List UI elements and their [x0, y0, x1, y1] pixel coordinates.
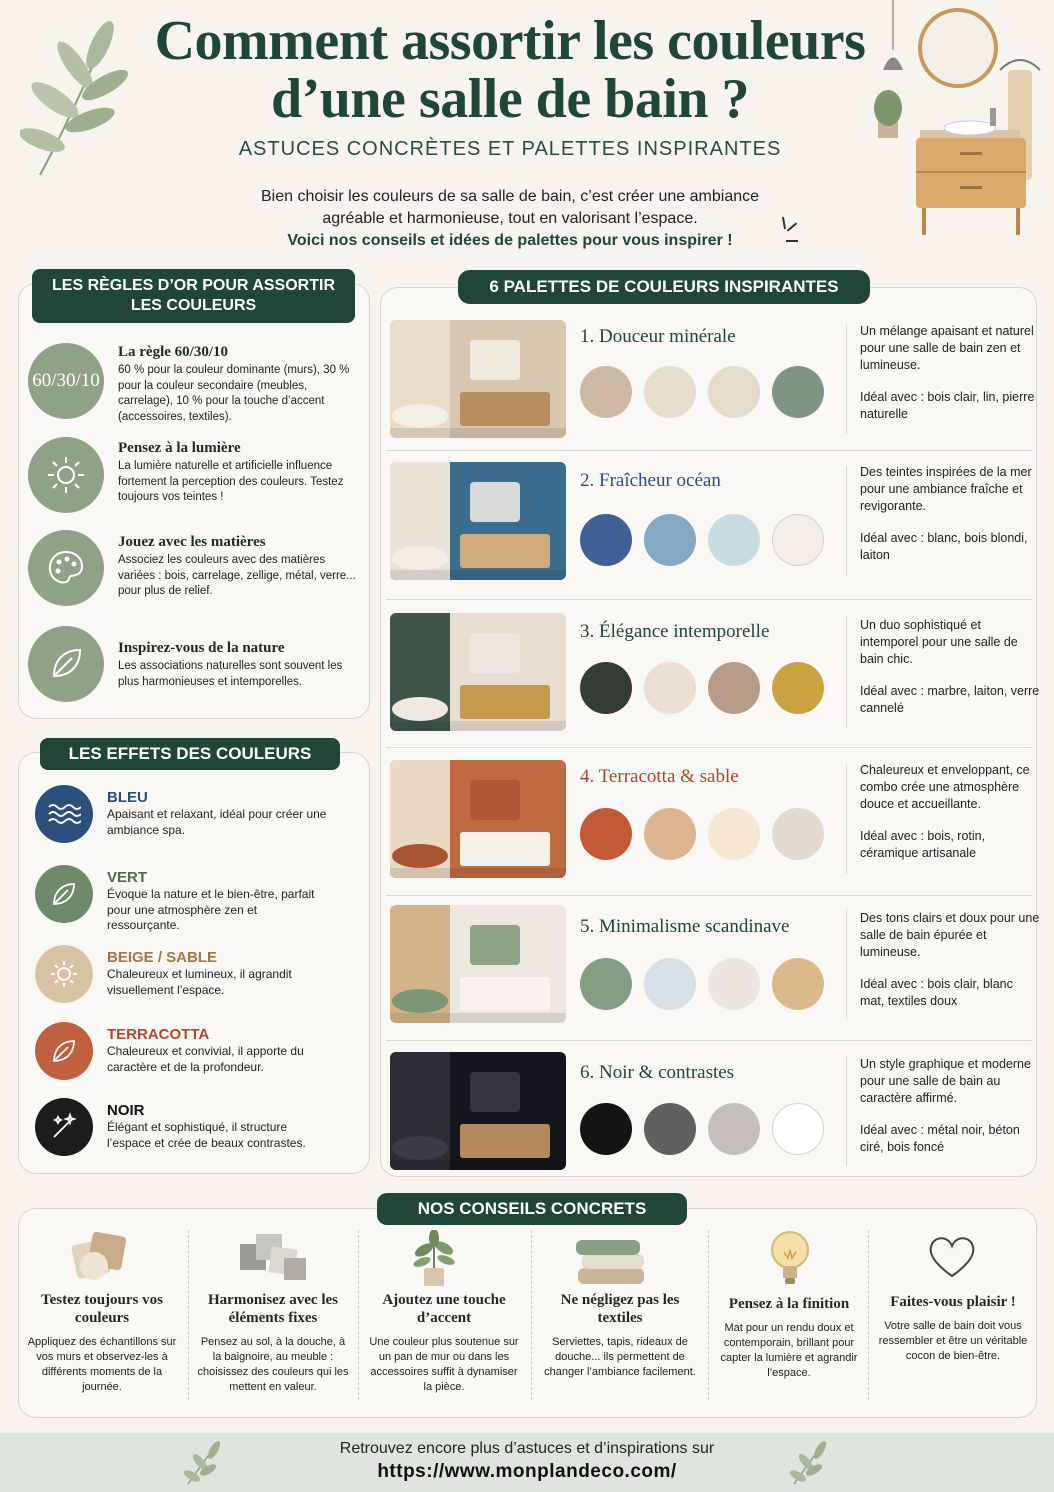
divider [386, 895, 1032, 896]
palette-description [860, 323, 1040, 423]
palette-description [860, 464, 1040, 564]
divider [386, 599, 1032, 600]
palette-ideal-text: Idéal avec : métal noir, béton ciré, bois foncé [860, 1123, 1020, 1154]
divider [868, 1230, 869, 1400]
tip-title: Testez toujours vos couleurs [41, 1292, 163, 1326]
divider [846, 324, 847, 434]
color-swatch [772, 514, 824, 566]
effect-text: Apaisant et relaxant, idéal pour créer une ambiance spa. [107, 807, 327, 837]
palette-desc-text: Chaleureux et enveloppant, ce combo crée une atmosphère douce et accueillante. [860, 763, 1030, 811]
rule-text: 60 % pour la couleur dominante (murs), 30 % pour la couleur secondaire (meubles, carrelage), 10 % pour la touche d’accent (accessoires, textiles). [118, 364, 350, 423]
palette-ideal-text: Idéal avec : bois clair, lin, pierre naturelle [860, 390, 1035, 421]
divider [386, 1040, 1032, 1041]
palette-desc-text: Un duo sophistiqué et intemporel pour une salle de bain chic. [860, 618, 1018, 666]
effect-text: Chaleureux et convivial, il apporte du caractère et de la profondeur. [107, 1044, 304, 1074]
palette-ideal-text: Idéal avec : bois clair, blanc mat, textiles doux [860, 977, 1013, 1008]
leaf-icon [35, 1022, 93, 1080]
palette-description [860, 617, 1040, 717]
rule-text: Associez les couleurs avec des matières variées : bois, carrelage, zellige, métal, verre... pour plus de relief. [118, 554, 356, 597]
page-title: Comment assortir les couleurs d’une salle de bain ? [154, 10, 866, 130]
color-swatch [580, 366, 632, 418]
rule-title: Jouez avec les matières [118, 534, 266, 550]
effect-item [107, 1102, 327, 1151]
palette-desc-text: Un style graphique et moderne pour une salle de bain au caractère affirmé. [860, 1057, 1031, 1105]
effect-item [107, 949, 327, 998]
tip-text: Pensez au sol, à la douche, à la baignoire, au meuble : choisissez des couleurs qui les mettent en valeur. [197, 1336, 349, 1393]
divider [386, 450, 1032, 451]
color-swatch [772, 808, 824, 860]
tips-heading: NOS CONSEILS CONCRETS [377, 1193, 687, 1225]
color-swatch [580, 808, 632, 860]
accent-mark [786, 240, 798, 242]
color-swatch [708, 808, 760, 860]
divider [358, 1230, 359, 1400]
effect-item [107, 869, 327, 934]
color-swatch [644, 662, 696, 714]
leaf-icon [35, 865, 93, 923]
palette-title: 5. Minimalisme scandinave [580, 916, 790, 937]
rule-title: La règle 60/30/10 [118, 344, 228, 360]
tip-text: Appliquez des échantillons sur vos murs et observez-les à différents moments de la journée. [27, 1336, 177, 1393]
color-swatch [708, 662, 760, 714]
footer-text: Retrouvez encore plus d’astuces et d’inspirations sur [339, 1440, 715, 1457]
palette-title: 6. Noir & contrastes [580, 1062, 735, 1083]
towels-icon [572, 1232, 652, 1288]
color-swatch [708, 366, 760, 418]
tip-card [540, 1291, 700, 1380]
palette-title: 4. Terracotta & sable [580, 766, 739, 787]
tip-text: Mat pour un rendu doux et contemporain, brillant pour capter la lumière et agrandir l’espace. [720, 1322, 858, 1379]
color-swatch [772, 366, 824, 418]
color-swatch [772, 1103, 824, 1155]
ratio-badge: 60/30/10 [28, 343, 104, 419]
effects-heading: LES EFFETS DES COULEURS [40, 738, 340, 770]
effect-name: NOIR [107, 1102, 145, 1119]
bathroom-illustration-icon [850, 0, 1050, 240]
rule-item [118, 640, 363, 690]
tip-title: Ajoutez une touche d’accent [382, 1292, 506, 1326]
tip-card [22, 1291, 182, 1395]
rules-heading: LES RÈGLES D’OR POUR ASSORTIR LES COULEURS [32, 269, 355, 323]
bathroom-scandi-photo [390, 905, 566, 1023]
tip-card [196, 1291, 350, 1395]
effect-name: VERT [107, 869, 148, 886]
plant-icon [406, 1230, 462, 1290]
palettes-heading: 6 PALETTES DE COULEURS INSPIRANTES [458, 270, 870, 304]
color-swatch [644, 1103, 696, 1155]
palette-desc-text: Des tons clairs et doux pour une salle de bain épurée et lumineuse. [860, 911, 1040, 959]
rule-item [118, 344, 363, 425]
palette-ideal-text: Idéal avec : bois, rotin, céramique artisanale [860, 829, 986, 860]
palette-description [860, 910, 1040, 1010]
bathroom-terracotta-photo [390, 760, 566, 878]
tip-text: Serviettes, tapis, rideaux de douche... ils permettent de changer l’ambiance facilement. [544, 1336, 696, 1378]
palette-ideal-text: Idéal avec : blanc, bois blondi, laiton [860, 531, 1028, 562]
bathroom-green-photo [390, 613, 566, 731]
bathroom-beige-photo [390, 320, 566, 438]
samples-icon [66, 1228, 132, 1286]
rule-item [118, 534, 363, 600]
tip-title: Ne négligez pas les textiles [560, 1292, 680, 1326]
palette-description [860, 1056, 1040, 1156]
effect-item [107, 1026, 327, 1075]
color-swatch [644, 958, 696, 1010]
tip-title: Faites-vous plaisir ! [890, 1294, 1016, 1310]
tiles-icon [236, 1228, 312, 1286]
palette-icon [28, 530, 104, 606]
tip-text: Votre salle de bain doit vous ressembler et être un véritable cocon de bien-être. [878, 1320, 1028, 1362]
divider [846, 617, 847, 727]
tip-text: Une couleur plus soutenue sur un pan de mur ou dans les accessoires suffit à dynamiser la pièce. [369, 1336, 519, 1393]
effect-item [107, 789, 327, 838]
tip-title: Pensez à la finition [728, 1296, 850, 1312]
divider [531, 1230, 532, 1400]
effect-text: Chaleureux et lumineux, il agrandit visuellement l’espace. [107, 967, 292, 997]
palette-ideal-text: Idéal avec : marbre, laiton, verre cannelé [860, 684, 1040, 715]
color-swatch [708, 514, 760, 566]
color-swatch [644, 366, 696, 418]
waves-icon [35, 785, 93, 843]
palette-desc-text: Des teintes inspirées de la mer pour une ambiance fraîche et revigorante. [860, 465, 1032, 513]
rule-item [118, 440, 363, 506]
sparkle-icon [35, 1098, 93, 1156]
divider [846, 909, 847, 1019]
divider [386, 747, 1032, 748]
bathroom-black-photo [390, 1052, 566, 1170]
color-swatch [772, 958, 824, 1010]
intro-text: Bien choisir les couleurs de sa salle de bain, c’est créer une ambiance agréable et harmonieuse, tout en valorisant l’espace. Voici nos conseils et idées de palettes pour vous inspirer ! [260, 188, 760, 249]
divider [188, 1230, 189, 1400]
palette-title: 2. Fraîcheur océan [580, 470, 721, 491]
page-subtitle: ASTUCES CONCRÈTES ET PALETTES INSPIRANTES [238, 138, 782, 160]
rule-text: La lumière naturelle et artificielle influence fortement la perception des couleurs. Testez toujours vos teintes ! [118, 460, 344, 503]
tip-card [878, 1293, 1028, 1364]
effect-name: BEIGE / SABLE [107, 949, 218, 966]
tip-title: Harmonisez avec les éléments fixes [208, 1292, 338, 1326]
rule-title: Pensez à la lumière [118, 440, 241, 456]
effect-name: BLEU [107, 789, 148, 806]
color-swatch [580, 662, 632, 714]
color-swatch [772, 662, 824, 714]
rule-title: Inspirez-vous de la nature [118, 640, 285, 656]
sun-icon [35, 945, 93, 1003]
palette-description [860, 762, 1040, 862]
palette-title: 3. Élégance intemporelle [580, 621, 770, 642]
heart-icon [926, 1234, 978, 1280]
footer-link[interactable]: https://www.monplandeco.com/ [377, 1461, 677, 1482]
bulb-icon [768, 1228, 812, 1290]
effect-text: Évoque la nature et le bien-être, parfait pour une atmosphère zen et ressourçante. [107, 887, 315, 932]
palette-desc-text: Un mélange apaisant et naturel pour une salle de bain zen et lumineuse. [860, 324, 1034, 372]
color-swatch [580, 1103, 632, 1155]
sun-icon [28, 437, 104, 513]
effect-name: TERRACOTTA [107, 1026, 210, 1043]
color-swatch [708, 958, 760, 1010]
leaf-decoration-icon [178, 1438, 228, 1488]
divider [846, 1056, 847, 1166]
rule-text: Les associations naturelles sont souvent les plus harmonieuses et intemporelles. [118, 660, 343, 688]
tip-card [716, 1295, 862, 1381]
divider [708, 1230, 709, 1400]
divider [846, 466, 847, 576]
divider [846, 764, 847, 874]
tip-card [366, 1291, 522, 1395]
leaf-icon [28, 626, 104, 702]
color-swatch [580, 514, 632, 566]
color-swatch [708, 1103, 760, 1155]
effect-text: Élégant et sophistiqué, il structure l’espace et crée de beaux contrastes. [107, 1120, 306, 1150]
bathroom-blue-photo [390, 462, 566, 580]
color-swatch [644, 514, 696, 566]
palette-title: 1. Douceur minérale [580, 326, 736, 347]
color-swatch [580, 958, 632, 1010]
color-swatch [644, 808, 696, 860]
